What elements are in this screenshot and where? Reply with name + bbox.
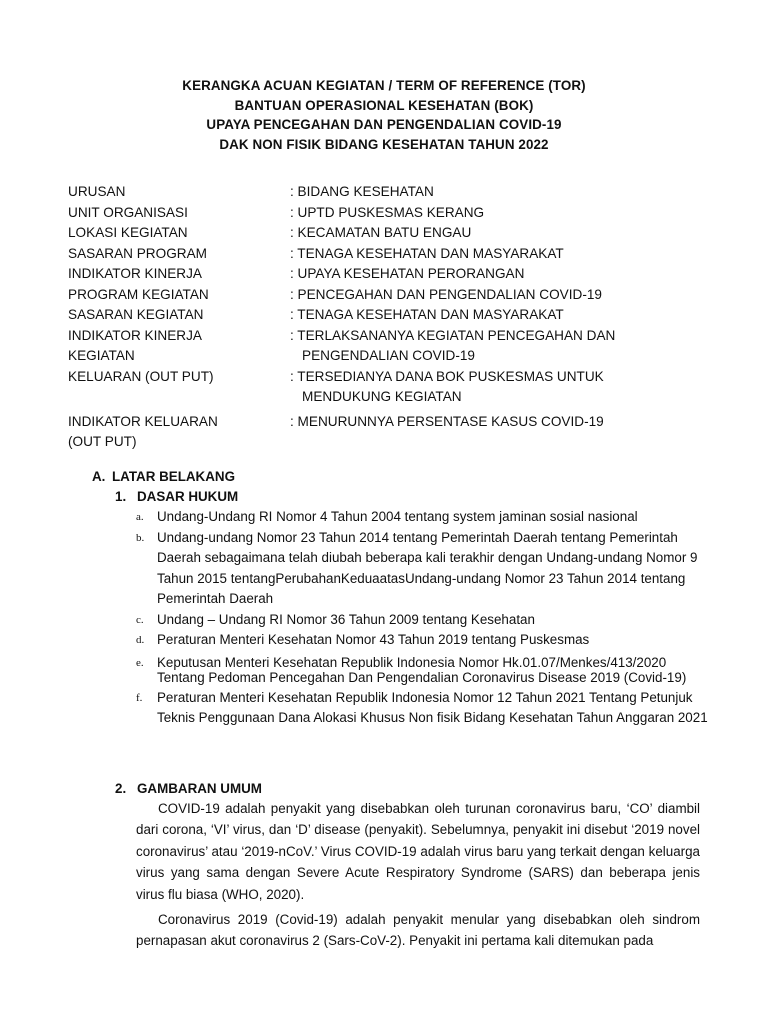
info-row-keluaran-cont xyxy=(68,387,708,408)
list-letter: f. xyxy=(136,691,143,704)
list-item xyxy=(136,528,716,610)
info-row-program-kegiatan xyxy=(68,285,708,306)
info-label: SASARAN KEGIATAN xyxy=(68,307,204,322)
list-letter: d. xyxy=(136,634,145,646)
list-text: Peraturan Menteri Kesehatan Nomor 43 Tahun 2019 tentang Puskesmas xyxy=(157,632,590,647)
subsection-number: 1. xyxy=(115,489,127,504)
info-value: : KECAMATAN BATU ENGAU xyxy=(290,225,472,240)
info-label-empty xyxy=(68,387,290,408)
list-item xyxy=(136,688,716,729)
list-text: Peraturan Menteri Kesehatan Republik Indonesia Nomor 12 Tahun 2021 Tentang Petunjuk Teknis Penggunaan Dana Alokasi Khusus Non fisik Bidang Kesehatan Tahun Anggaran 2021 xyxy=(157,689,708,725)
info-value: : TENAGA KESEHATAN DAN MASYARAKAT xyxy=(290,245,564,261)
info-value: MENDUKUNG KEGIATAN xyxy=(302,389,462,404)
info-row-keluaran xyxy=(68,367,708,388)
info-label: URUSAN xyxy=(68,184,126,199)
section-number: A. xyxy=(92,469,106,484)
info-row-indikator-kinerja-kegiatan xyxy=(68,326,708,347)
info-label: INDIKATOR KINERJA xyxy=(68,327,202,343)
list-item xyxy=(136,610,716,631)
list-letter: e. xyxy=(136,656,144,669)
info-label: (OUT PUT) xyxy=(68,434,137,449)
section-title: LATAR BELAKANG xyxy=(112,469,235,484)
info-label: INDIKATOR KELUARAN xyxy=(68,413,218,429)
subsection-heading-dasar-hukum xyxy=(115,489,238,504)
info-value: : TENAGA KESEHATAN DAN MASYARAKAT xyxy=(290,307,564,322)
subsection-heading-gambaran-umum xyxy=(115,781,262,796)
info-label: KELUARAN (OUT PUT) xyxy=(68,368,214,384)
info-row-indikator-kinerja-kegiatan-cont xyxy=(68,346,708,367)
info-row-sasaran-kegiatan xyxy=(68,305,708,326)
info-label: KEGIATAN xyxy=(68,348,135,363)
list-item xyxy=(136,507,716,528)
info-value: : UPTD PUSKESMAS KERANG xyxy=(290,204,485,220)
info-label: UNIT ORGANISASI xyxy=(68,204,188,220)
info-value-empty xyxy=(290,432,708,453)
list-item xyxy=(136,653,716,686)
list-letter: c. xyxy=(136,613,144,626)
info-label: INDIKATOR KINERJA xyxy=(68,266,202,281)
title-line-1: KERANGKA ACUAN KEGIATAN / TERM OF REFERENCE (TOR) xyxy=(182,78,586,93)
info-row-sasaran-program xyxy=(68,244,708,265)
title-line-3: UPAYA PENCEGAHAN DAN PENGENDALIAN COVID-19 xyxy=(206,117,562,132)
info-label: PROGRAM KEGIATAN xyxy=(68,286,209,302)
body-paragraph: COVID-19 adalah penyakit yang disebabkan oleh turunan coronavirus baru, ‘CO’ diambil dari corona, ‘VI’ virus, dan ‘D’ disease (penyakit). Sebelumnya, penyakit ini disebut ‘2019 novel coronavirus’ atau ‘2019-nCoV.’ Virus COVID-19 adalah virus baru yang terkait dengan keluarga virus yang sama dengan Severe Acute Respiratory Syndrome (SARS) dan beberapa jenis virus flu biasa (WHO, 2020). xyxy=(136,801,700,902)
subsection-number: 2. xyxy=(115,781,127,796)
info-value: : TERLAKSANANYA KEGIATAN PENCEGAHAN DAN xyxy=(290,327,616,343)
list-text: Undang-undang Nomor 23 Tahun 2014 tentang Pemerintah Daerah tentang Pemerintah Daerah sebagaimana telah diubah beberapa kali terakhir dengan Undang-undang Nomor 9 Tahun 2015 tentangPerubahanKeduaatasUndang-undang Nomor 23 Tahun 2014 tentang Pemerintah Daerah xyxy=(157,529,698,606)
subsection-title: GAMBARAN UMUM xyxy=(137,781,262,796)
info-row-indikator-kinerja xyxy=(68,264,708,285)
info-row-urusan xyxy=(68,182,708,203)
title-line-2: BANTUAN OPERASIONAL KESEHATAN (BOK) xyxy=(234,97,534,113)
info-value: : PENCEGAHAN DAN PENGENDALIAN COVID-19 xyxy=(290,286,602,302)
info-table xyxy=(68,182,708,453)
list-letter: a. xyxy=(136,511,144,523)
info-label: LOKASI KEGIATAN xyxy=(68,225,188,240)
title-line-4: DAK NON FISIK BIDANG KESEHATAN TAHUN 2022 xyxy=(219,136,549,152)
legal-basis-list xyxy=(136,507,716,729)
info-row-indikator-keluaran xyxy=(68,412,708,433)
info-label: SASARAN PROGRAM xyxy=(68,245,207,261)
section-heading-latar-belakang xyxy=(92,469,235,484)
info-value: : BIDANG KESEHATAN xyxy=(290,184,434,199)
list-letter: b. xyxy=(136,531,145,544)
body-paragraph: Coronavirus 2019 (Covid-19) adalah penyakit menular yang disebabkan oleh sindrom pernapasan akut coronavirus 2 (Sars-CoV-2). Penyakit ini pertama kali ditemukan pada xyxy=(136,912,700,949)
info-row-indikator-keluaran-cont xyxy=(68,432,708,453)
info-value: : MENURUNNYA PERSENTASE KASUS COVID-19 xyxy=(290,413,604,429)
list-item xyxy=(136,630,716,651)
subsection-title: DASAR HUKUM xyxy=(137,489,239,504)
list-text: Undang-Undang RI Nomor 4 Tahun 2004 tentang system jaminan sosial nasional xyxy=(157,509,638,524)
info-value: : UPAYA KESEHATAN PERORANGAN xyxy=(290,266,525,281)
info-value: PENGENDALIAN COVID-19 xyxy=(302,348,475,363)
list-text: Undang – Undang RI Nomor 36 Tahun 2009 tentang Kesehatan xyxy=(157,611,535,627)
list-text: Keputusan Menteri Kesehatan Republik Indonesia Nomor Hk.01.07/Menkes/413/2020 Tentang Pedoman Pencegahan Dan Pengendalian Coronavirus Disease 2019 (Covid-19) xyxy=(157,654,687,685)
info-value: : TERSEDIANYA DANA BOK PUSKESMAS UNTUK xyxy=(290,368,604,384)
info-row-unit xyxy=(68,203,708,224)
info-row-lokasi xyxy=(68,223,708,244)
document-title xyxy=(0,76,768,154)
